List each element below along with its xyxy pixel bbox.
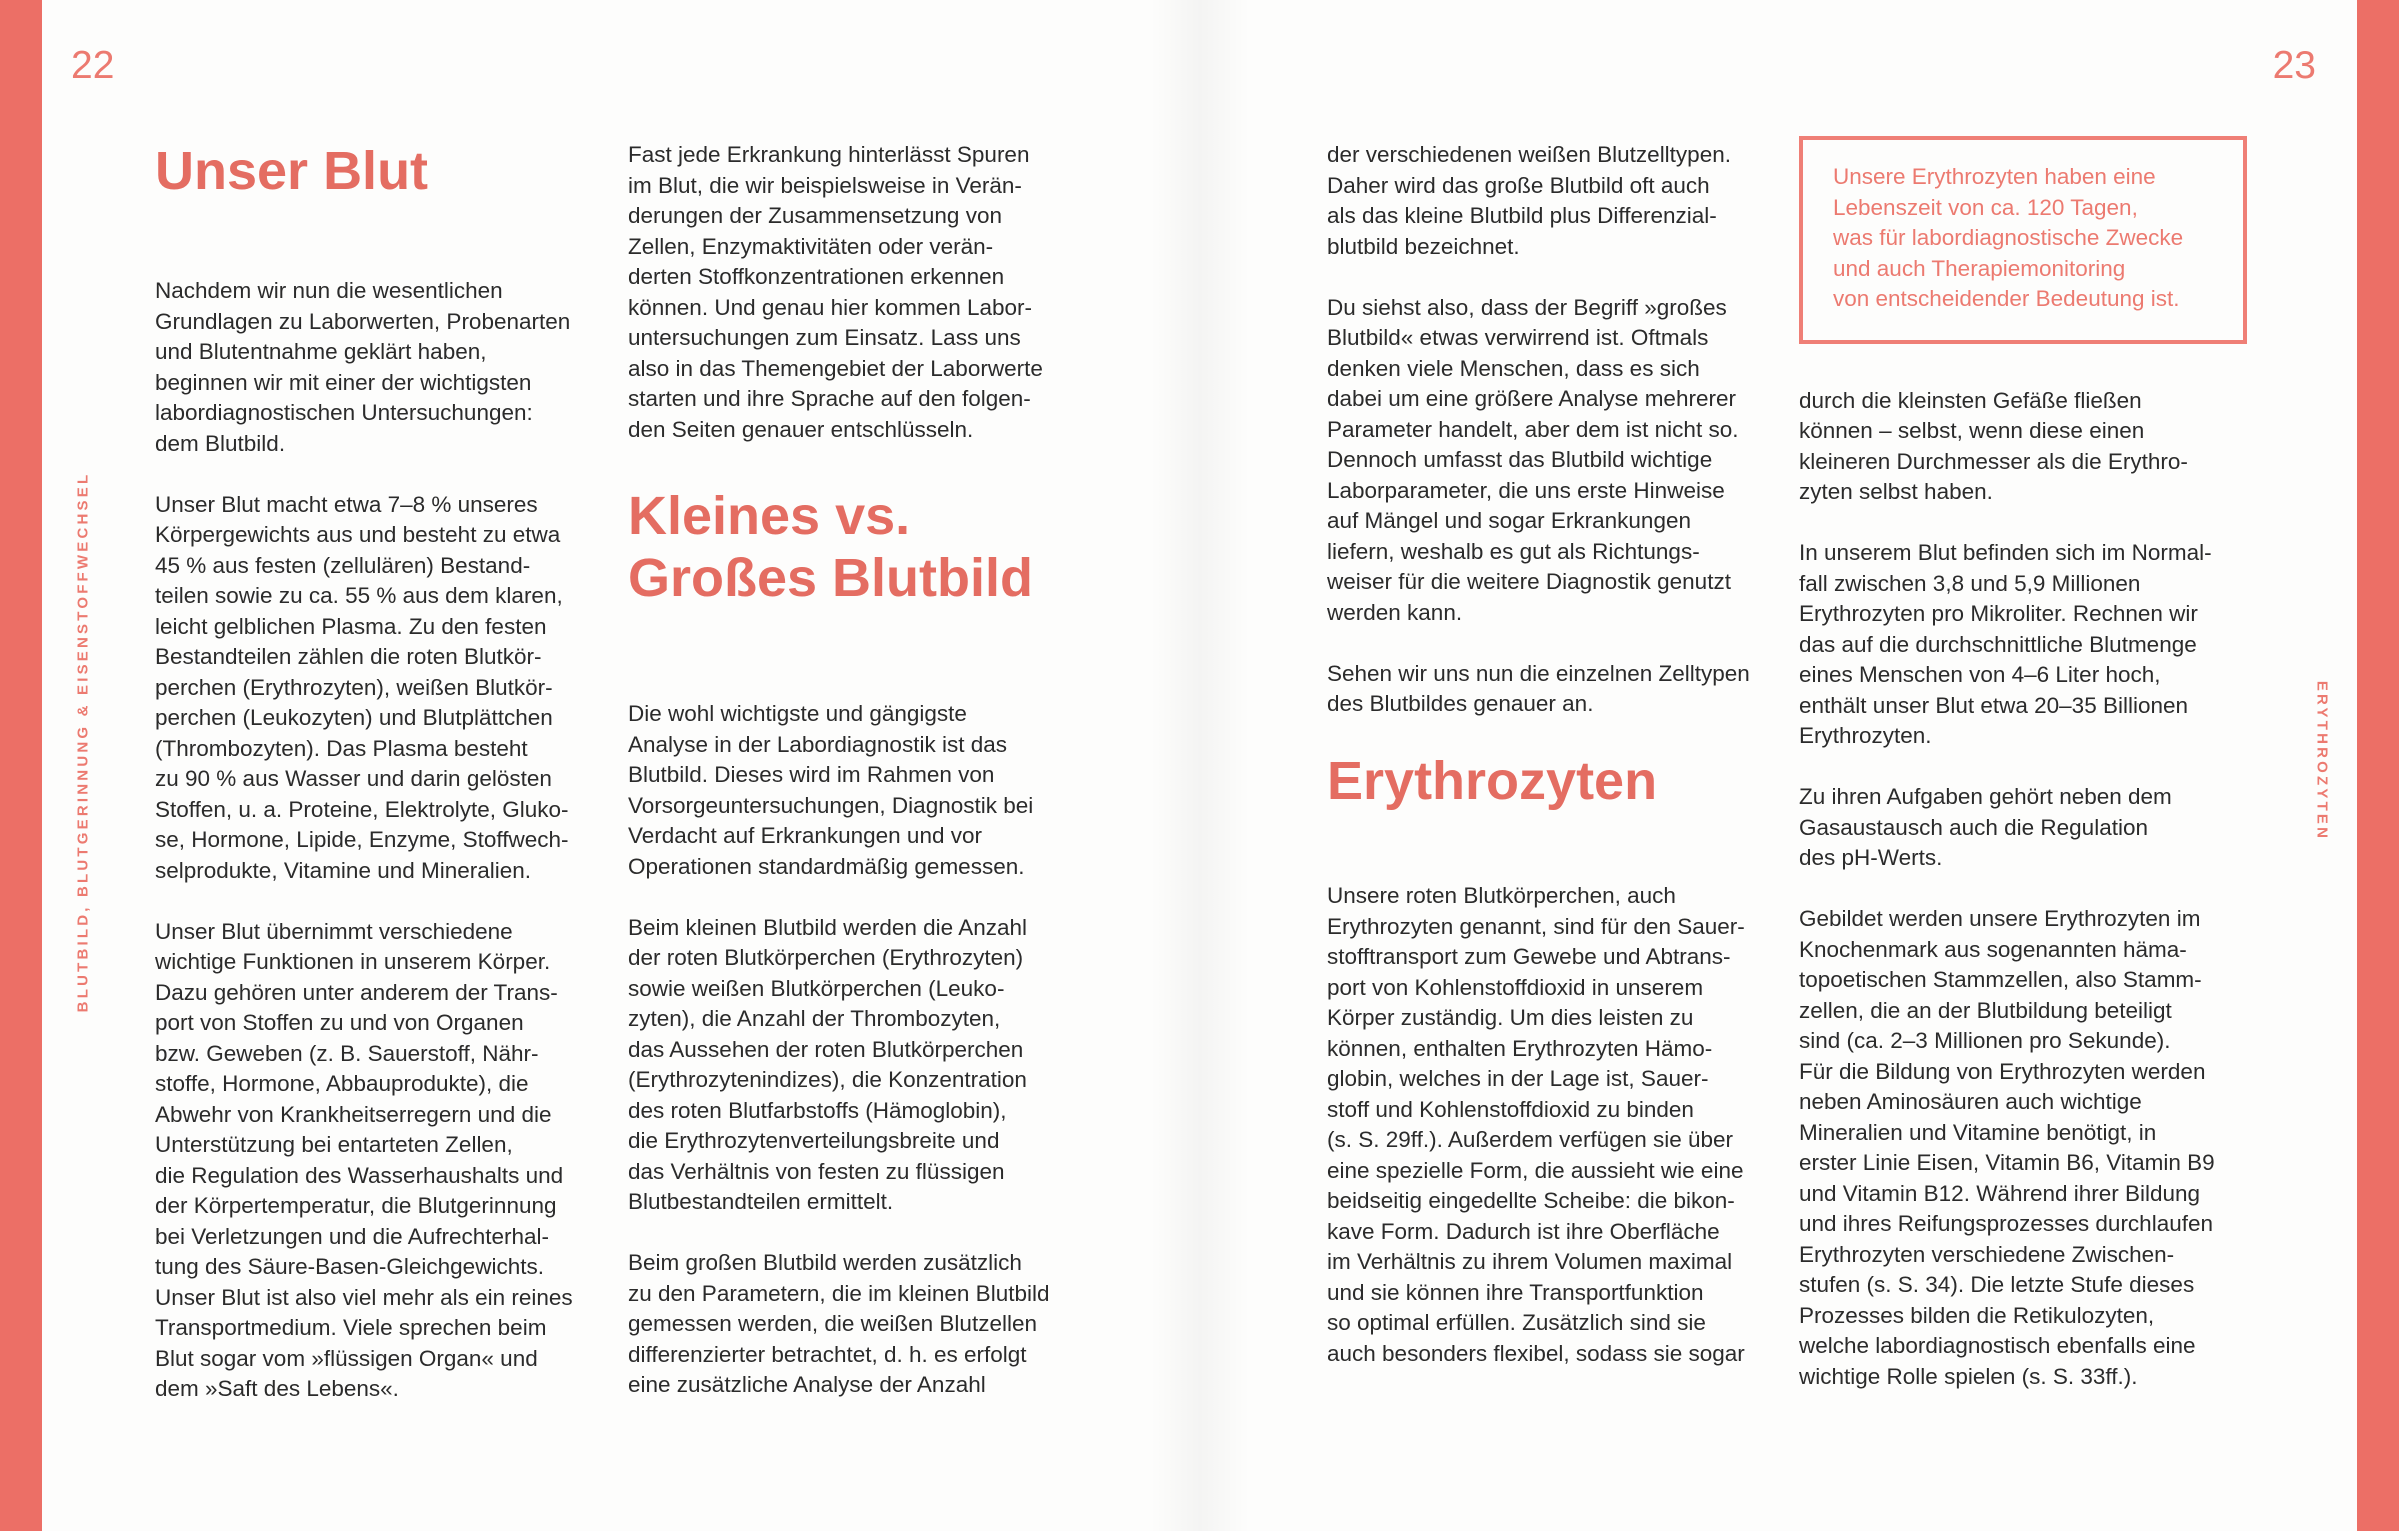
text-column-3 [1327, 140, 1777, 1400]
paragraph: In unserem Blut befinden sich im Normal- fall zwischen 3,8 und 5,9 Millionen Erythrozyten pro Mikroliter. Rechnen wir das auf die durchschnittliche Blutmenge eines Menschen von 4–6 Liter hoch, enthält unser Blut etwa 20–35 Billionen Erythrozyten. [1799, 540, 2212, 748]
heading-erythrozyten: Erythrozyten [1327, 751, 1658, 811]
paragraph: Unser Blut übernimmt verschiedene wichtige Funktionen in unserem Körper. Dazu gehören unter anderem der Trans- port von Stoffen zu und von Organen bzw. Geweben (z. B. Sauerstoff, Nähr- stoffe, Hormone, Abbauprodukte), die Abwehr von Krankheitserregern und die Unterstützung bei entarteten Zellen, die Regulation des Wasserhaushalts und der Körpertemperatur, die Blutgerinnung bei Verletzungen und die Aufrechterhal- tung des Säure-Basen-Gleichgewichts. Unser Blut ist also viel mehr als ein reines Transportmedium. Viele sprechen beim Blut sogar vom »flüssigen Organ« und dem »Saft des Lebens«. [155, 918, 573, 1401]
left-edge-bar [0, 0, 42, 1531]
paragraph: Beim kleinen Blutbild werden die Anzahl der roten Blutkörperchen (Erythrozyten) sowie weißen Blutkörperchen (Leuko- zyten), die Anzahl der Thrombozyten, das Aussehen der roten Blutkörperchen (Erythrozytenindizes), die Konzentration des roten Blutfarbstoffs (Hämoglobin), die Erythrozytenverteilungsbreite und das Verhältnis von festen zu flüssigen Blutbestandteilen ermittelt. [628, 914, 1027, 1214]
text-column-4 [1799, 140, 2249, 1423]
page-number-right: 23 [2272, 44, 2316, 87]
paragraph: Fast jede Erkrankung hinterlässt Spuren im Blut, die wir beispielsweise in Verän- derungen der Zusammensetzung von Zellen, Enzymaktivitäten oder verän- derten Stoffkonzentrationen erkennen können. Und genau hier kommen Labor- untersuchungen zum Einsatz. Lass uns also in das Themengebiet der Laborwerte starten und ihre Sprache auf den folgen- den Seiten genauer entschlüsseln. [628, 142, 1043, 442]
book-gutter [1150, 0, 1250, 1531]
paragraph: Die wohl wichtigste und gängigste Analyse in der Labordiagnostik ist das Blutbild. Dieses wird im Rahmen von Vorsorgeuntersuchungen, Diagnostik bei Verdacht auf Erkrankungen und vor Operationen standardmäßig gemessen. [628, 701, 1034, 879]
paragraph: Sehen wir uns nun die einzelnen Zelltypen des Blutbildes genauer an. [1327, 660, 1750, 716]
page-number-left: 22 [71, 44, 115, 87]
paragraph: Zu ihren Aufgaben gehört neben dem Gasaustausch auch die Regulation des pH-Werts. [1799, 784, 2172, 870]
text-column-2 [628, 140, 1088, 1431]
paragraph: Unsere roten Blutkörperchen, auch Erythrozyten genannt, sind für den Sauer- stofftransport zum Gewebe und Abtrans- port von Kohlenstoffdioxid in unserem Körper zuständig. Um dies leisten zu können, enthalten Erythrozyten Hämo- globin, welches in der Lage ist, Sauer- stoff und Kohlenstoffdioxid zu binden (s. S. 29ff.). Außerdem verfügen sie über eine spezielle Form, die aussieht wie eine beidseitig eingedellte Scheibe: die bikon- kave Form. Dadurch ist ihre Oberfläche im Verhältnis zu ihrem Volumen maximal und sie können ihre Transportfunktion so optimal erfüllen. Zusätzlich sind sie auch besonders flexibel, sodass sie sogar [1327, 883, 1745, 1366]
heading-kleines-vs-grosses-blutbild: Kleines vs. Großes Blutbild [628, 486, 1033, 608]
paragraph: Nachdem wir nun die wesentlichen Grundlagen zu Laborwerten, Probenarten und Blutentnahme geklärt haben, beginnen wir mit einer der wichtigsten labordiagnostischen Untersuchungen: dem Blutbild. [155, 278, 571, 456]
paragraph: Gebildet werden unsere Erythrozyten im Knochenmark aus sogenannten häma- topoetischen Stammzellen, also Stamm- zellen, die an der Blutbildung beteiligt sind (ca. 2–3 Millionen pro Sekunde). Für die Bildung von Erythrozyten werden neben Aminosäuren auch wichtige Mineralien und Vitamine benötigt, in erster Linie Eisen, Vitamin B6, Vitamin B9 und Vitamin B12. Während ihrer Bildung und ihres Reifungsprozesses durchlaufen Erythrozyten verschiedene Zwischen- stufen (s. S. 34). Die letzte Stufe dieses Prozesses bilden die Retikulozyten, welche labordiagnostisch ebenfalls eine wichtige Rolle spielen (s. S. 33ff.). [1799, 906, 2215, 1389]
paragraph: Beim großen Blutbild werden zusätzlich zu den Parametern, die im kleinen Blutbild gemessen werden, die weißen Blutzellen differenzierter betrachtet, d. h. es erfolgt eine zusätzliche Analyse der Anzahl [628, 1250, 1050, 1397]
paragraph: Unser Blut macht etwa 7–8 % unseres Körpergewichts aus und besteht zu etwa 45 % aus festen (zellulären) Bestand- teilen sowie zu ca. 55 % aus dem klaren, leicht gelblichen Plasma. Zu den festen Bestandteilen zählen die roten Blutkör- perchen (Erythrozyten), weißen Blutkör- perchen (Leukozyten) und Blutplättchen (Thrombozyten). Das Plasma besteht zu 90 % aus Wasser und darin gelösten Stoffen, u. a. Proteine, Elektrolyte, Gluko- se, Hormone, Lipide, Enzyme, Stoffwech- selprodukte, Vitamine und Mineralien. [155, 491, 569, 883]
running-header-right: ERYTHROZYTEN [2313, 680, 2331, 842]
right-edge-bar [2357, 0, 2399, 1531]
running-header-left: BLUTBILD, BLUTGERINNUNG & EISENSTOFFWECHSEL [74, 471, 92, 1013]
paragraph: Du siehst also, dass der Begriff »großes Blutbild« etwas verwirrend ist. Oftmals denken viele Menschen, dass es sich dabei um eine größere Analyse mehrerer Parameter handelt, aber dem ist nicht so. Dennoch umfasst das Blutbild wichtige Laborparameter, die uns erste Hinweise auf Mängel und sogar Erkrankungen liefern, weshalb es gut als Richtungs- weiser für die weitere Diagnostik genutzt werden kann. [1327, 294, 1739, 625]
paragraph: durch die kleinsten Gefäße fließen können – selbst, wenn diese einen kleineren Durchmesser als die Erythro- zyten selbst haben. [1799, 387, 2188, 504]
heading-unser-blut: Unser Blut [155, 141, 429, 201]
callout-box: Unsere Erythrozyten haben eine Lebenszeit von ca. 120 Tagen, was für labordiagnostische Zwecke und auch Therapiemonitoring von entscheidender Bedeutung ist. [1799, 136, 2247, 344]
paragraph: der verschiedenen weißen Blutzelltypen. Daher wird das große Blutbild oft auch als das kleine Blutbild plus Differenzial- blutbild bezeichnet. [1327, 142, 1731, 259]
text-column-1 [155, 140, 605, 1435]
